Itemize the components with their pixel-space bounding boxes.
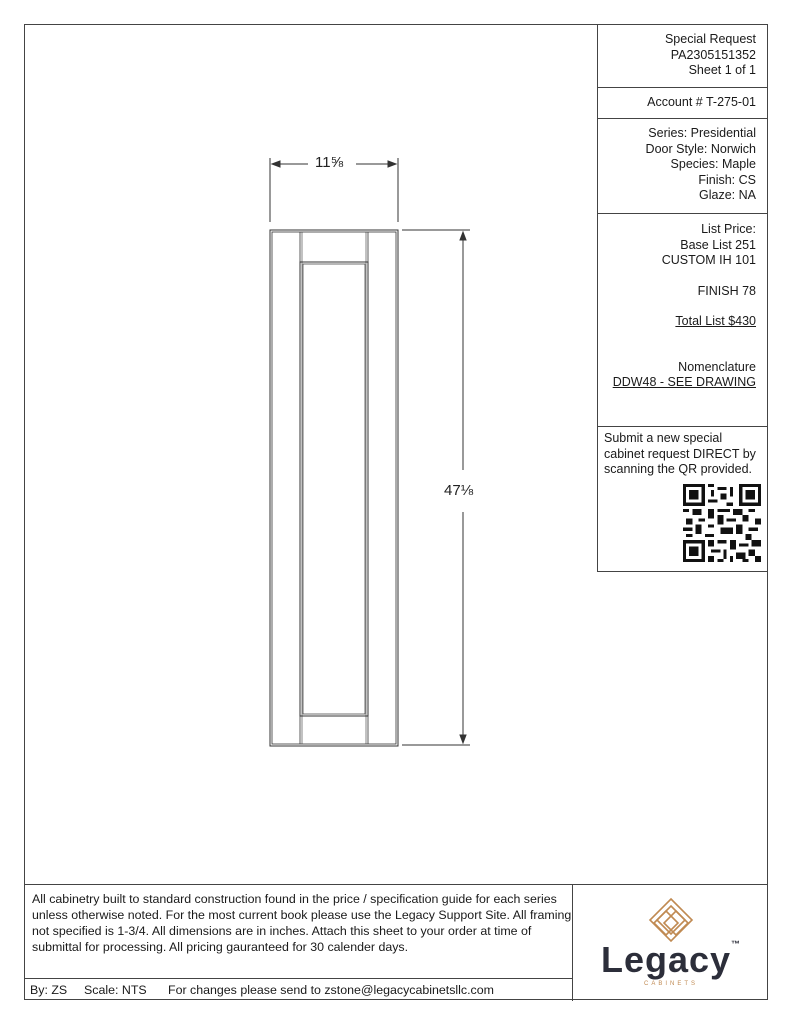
base-list: Base List 251 bbox=[680, 237, 756, 252]
logo-subtitle: CABINETS bbox=[643, 981, 698, 987]
scale: Scale: NTS bbox=[84, 983, 147, 997]
specs-box bbox=[597, 119, 768, 214]
finish-price: FINISH 78 bbox=[697, 283, 756, 298]
footer-meta bbox=[24, 978, 572, 1001]
nomenclature-value: DDW48 - SEE DRAWING bbox=[612, 375, 756, 389]
qr-note: Submit a new special cabinet request DIRECT by scanning the QR provided. bbox=[604, 431, 756, 476]
door-panel bbox=[270, 230, 398, 746]
nomenclature-label: Nomenclature bbox=[678, 359, 756, 374]
custom-price: CUSTOM IH 101 bbox=[661, 253, 756, 267]
list-price-label: List Price: bbox=[701, 222, 756, 236]
request-header bbox=[597, 24, 768, 88]
footer bbox=[24, 884, 768, 1000]
total-list: Total List $430 bbox=[675, 314, 756, 328]
finish: Finish: CS bbox=[698, 172, 756, 187]
legacy-logo bbox=[572, 885, 768, 1001]
changes-contact[interactable]: For changes please send to zstone@legacycabinetsllc.com bbox=[168, 983, 494, 997]
height-label: 47⅛ bbox=[444, 482, 474, 499]
account-number: Account # T-275-01 bbox=[647, 95, 756, 109]
drawn-by: By: ZS bbox=[30, 983, 68, 997]
qr-code-icon[interactable] bbox=[683, 484, 761, 562]
construction-notes: All cabinetry built to standard construction found in the price / specification guide for each series unless otherwise noted. For the most current book please use the Legacy Support Site. All framing not specified is 1-3/4. All dimensions are in inches. Attach this sheet to your order at time of submittal for processing. All pricing gauranteed for 30 calender days. bbox=[32, 892, 572, 954]
glaze: Glaze: NA bbox=[699, 188, 756, 202]
request-id: PA2305151352 bbox=[670, 47, 756, 62]
width-label: 11⅝ bbox=[315, 154, 344, 171]
sheet-number: Sheet 1 of 1 bbox=[688, 63, 756, 77]
species: Species: Maple bbox=[670, 157, 756, 171]
series: Series: Presidential bbox=[648, 126, 756, 140]
pricing-box bbox=[597, 214, 768, 427]
logo-wordmark: Legacy™ bbox=[600, 939, 742, 980]
door-style: Door Style: Norwich bbox=[645, 141, 756, 156]
account-box bbox=[597, 88, 768, 119]
request-title: Special Request bbox=[664, 32, 756, 46]
